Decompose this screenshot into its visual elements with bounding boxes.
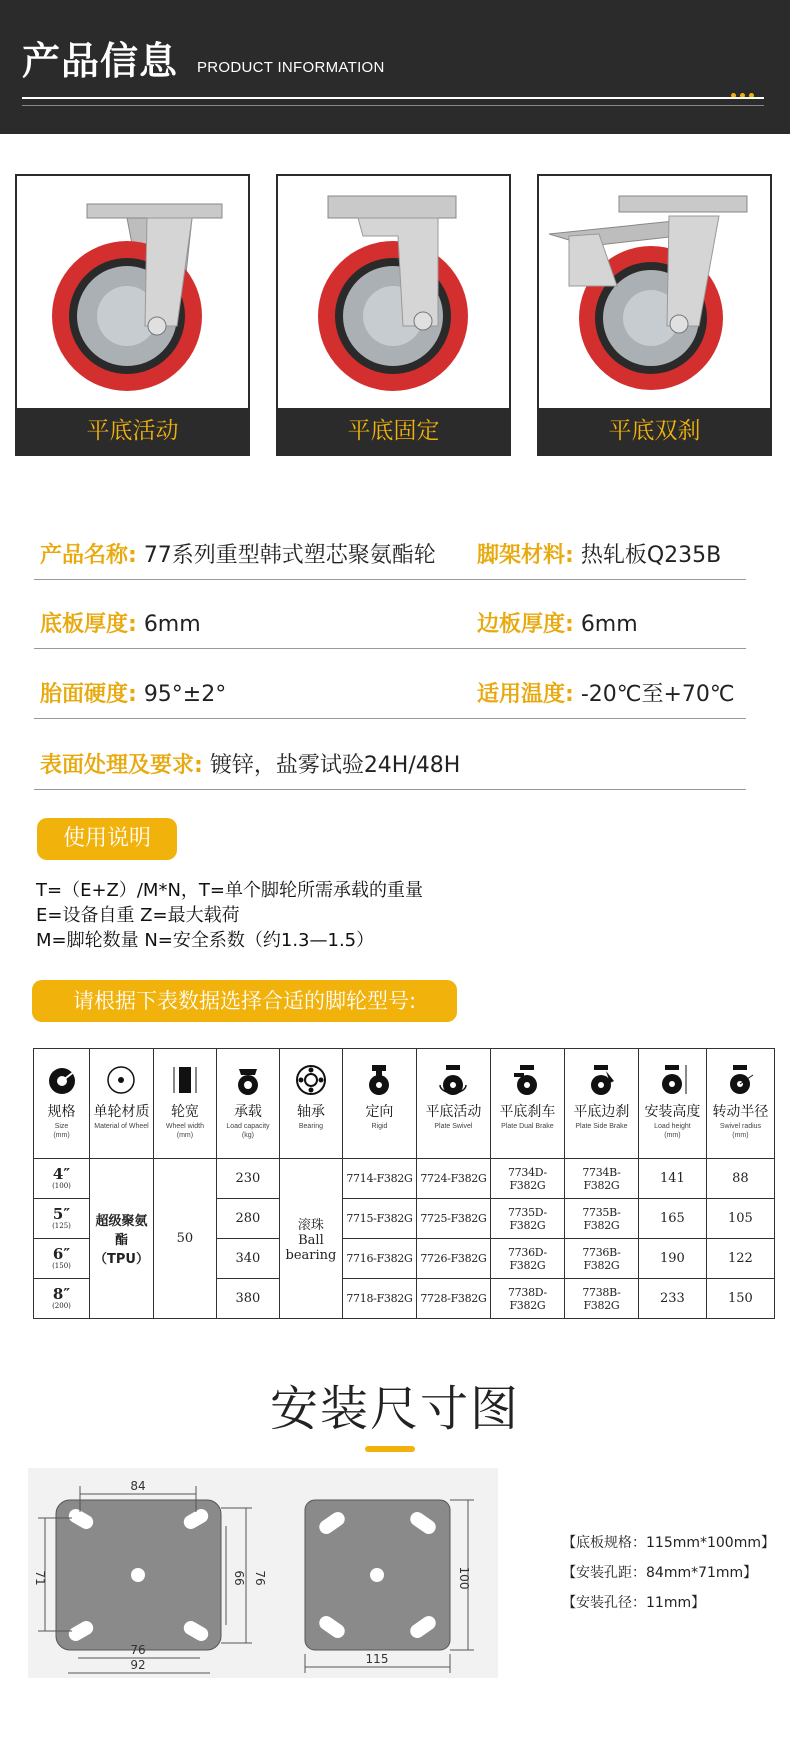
product-card-label: 平底双刹 — [539, 408, 770, 454]
swivel-icon — [417, 1063, 490, 1097]
usage-line: T=（E+Z）/M*N，T=单个脚轮所需承载的重量 — [36, 880, 423, 901]
spec-value: -20℃至+70℃ — [580, 682, 735, 707]
table-header-cell — [416, 1049, 490, 1159]
size-mm: (100) — [52, 1181, 71, 1190]
header-banner — [0, 0, 790, 134]
header-label: 轮宽 — [170, 1104, 199, 1120]
size-mm: (150) — [52, 1261, 71, 1270]
wheel-material-icon — [90, 1063, 153, 1097]
header-label-en: Size — [54, 1123, 69, 1130]
load-cell: 340 — [216, 1239, 279, 1279]
model-swivel: 7724-F382G — [416, 1159, 490, 1199]
table-header-cell — [90, 1049, 154, 1159]
header-label: 安装高度 — [644, 1104, 701, 1120]
dim-plate2-width: 115 — [365, 1652, 389, 1666]
wheel-width-icon — [154, 1063, 216, 1097]
model-dual-brake: 7736D-F382G — [490, 1239, 564, 1279]
radius-cell: 105 — [706, 1199, 774, 1239]
table-header-cell — [638, 1049, 706, 1159]
size-inch: 6″ — [52, 1244, 71, 1263]
spec-key: 产品名称: — [40, 543, 137, 568]
size-icon — [34, 1063, 89, 1097]
header-rule-thin — [22, 105, 764, 106]
dual-brake-icon — [491, 1063, 564, 1097]
load-icon — [217, 1063, 279, 1097]
header-label-en: Plate Dual Brake — [501, 1123, 554, 1130]
height-cell: 165 — [638, 1199, 706, 1239]
header-label: 单轮材质 — [93, 1104, 150, 1120]
table-header-cell — [153, 1049, 216, 1159]
dim-bottom-inner: 76 — [130, 1643, 146, 1657]
header-unit: (kg) — [241, 1132, 254, 1139]
header-unit: (mm) — [664, 1132, 681, 1139]
model-side-brake: 7736B-F382G — [564, 1239, 638, 1279]
radius-cell: 150 — [706, 1279, 774, 1319]
dim-top: 84 — [130, 1479, 146, 1493]
size-inch: 4″ — [52, 1164, 71, 1183]
dim-left: 71 — [33, 1570, 47, 1586]
bearing-label: 滚珠 — [297, 1218, 324, 1233]
header-label: 转动半径 — [712, 1104, 769, 1120]
table-header-cell — [216, 1049, 279, 1159]
table-header-cell — [342, 1049, 416, 1159]
model-side-brake: 7734B-F382G — [564, 1159, 638, 1199]
header-dots — [731, 83, 758, 102]
spec-value: 热轧板Q235B — [580, 543, 722, 568]
install-diagram — [28, 1468, 498, 1678]
dim-outer-right: 76 — [253, 1570, 267, 1586]
spec-value: 6mm — [143, 612, 201, 637]
table-row — [34, 1159, 775, 1199]
product-card-label: 平底活动 — [17, 408, 248, 454]
material-cell: 超级聚氨酯（TPU） — [90, 1159, 154, 1319]
spec-key: 脚架材料: — [477, 543, 574, 568]
header-unit: (mm) — [53, 1132, 70, 1139]
install-note: 【安装孔距：84mm*71mm】 — [562, 1565, 758, 1581]
spec-key: 表面处理及要求: — [40, 753, 203, 778]
height-icon — [639, 1063, 706, 1097]
header-label-en: Plate Swivel — [434, 1123, 473, 1130]
spec-row-surface — [34, 738, 746, 790]
header-label-en: Load height — [654, 1123, 691, 1130]
radius-cell: 122 — [706, 1239, 774, 1279]
rigid-icon — [343, 1063, 416, 1097]
dual-brake-caster-image — [539, 176, 770, 408]
model-rigid: 7715-F382G — [342, 1199, 416, 1239]
header-label: 平底边刹 — [573, 1104, 630, 1120]
select-model-banner: 请根据下表数据选择合适的脚轮型号: — [32, 980, 457, 1022]
header-subtitle: PRODUCT INFORMATION — [197, 59, 385, 76]
install-title: 安装尺寸图 — [269, 1381, 520, 1437]
header-label: 定向 — [365, 1104, 394, 1120]
header-label: 轴承 — [296, 1104, 325, 1120]
usage-line: M=脚轮数量 N=安全系数（约1.3—1.5） — [36, 930, 375, 951]
size-cell — [34, 1239, 90, 1279]
table-header-cell — [34, 1049, 90, 1159]
header-label-en: Bearing — [298, 1123, 323, 1130]
size-mm: (200) — [52, 1301, 71, 1310]
spec-key: 适用温度: — [477, 682, 574, 707]
dim-bottom-outer: 92 — [130, 1658, 146, 1672]
height-cell: 190 — [638, 1239, 706, 1279]
spec-key: 底板厚度: — [40, 612, 137, 637]
model-swivel: 7725-F382G — [416, 1199, 490, 1239]
swivel-caster-image — [17, 176, 248, 408]
header-label-en: Swivel radius — [719, 1123, 762, 1130]
bearing-label: Ball — [298, 1233, 324, 1248]
spec-value: 6mm — [580, 612, 638, 637]
model-side-brake: 7738B-F382G — [564, 1279, 638, 1319]
size-mm: (125) — [52, 1221, 71, 1230]
table-header-cell — [279, 1049, 342, 1159]
model-swivel: 7728-F382G — [416, 1279, 490, 1319]
product-card-label: 平底固定 — [278, 408, 509, 454]
install-note: 【底板规格：115mm*100mm】 — [562, 1535, 775, 1551]
header-label: 规格 — [47, 1104, 76, 1120]
load-cell: 230 — [216, 1159, 279, 1199]
load-cell: 280 — [216, 1199, 279, 1239]
model-rigid: 7714-F382G — [342, 1159, 416, 1199]
header-title: 产品信息 — [22, 39, 179, 83]
spec-value: 镀锌，盐雾试验24H/48H — [209, 753, 461, 778]
table-header-cell — [706, 1049, 774, 1159]
dim-inner-right: 66 — [232, 1570, 246, 1586]
spec-table — [33, 1048, 775, 1319]
model-rigid: 7716-F382G — [342, 1239, 416, 1279]
usage-line: E=设备自重 Z=最大载荷 — [36, 905, 240, 926]
header-label-en: Rigid — [371, 1123, 388, 1130]
size-cell — [34, 1159, 90, 1199]
spec-row-thickness — [34, 597, 746, 649]
install-title-bar — [365, 1446, 415, 1452]
width-cell: 50 — [153, 1159, 216, 1319]
table-header-cell — [564, 1049, 638, 1159]
size-inch: 8″ — [52, 1284, 71, 1303]
install-note: 【安装孔径：11mm】 — [562, 1595, 706, 1611]
install-notes — [562, 1528, 775, 1618]
spec-value: 95°±2° — [143, 682, 227, 707]
bearing-icon — [280, 1063, 342, 1097]
header-label-en: Plate Side Brake — [575, 1123, 628, 1130]
table-header-cell — [490, 1049, 564, 1159]
model-side-brake: 7735B-F382G — [564, 1199, 638, 1239]
spec-key: 胎面硬度: — [40, 682, 137, 707]
spec-row-name — [34, 528, 746, 580]
size-inch: 5″ — [52, 1204, 71, 1223]
model-dual-brake: 7734D-F382G — [490, 1159, 564, 1199]
dim-plate2-height: 100 — [457, 1566, 471, 1590]
model-dual-brake: 7735D-F382G — [490, 1199, 564, 1239]
size-cell — [34, 1199, 90, 1239]
header-label-en: Load capacity — [226, 1123, 270, 1130]
bearing-cell — [279, 1159, 342, 1319]
side-brake-icon — [565, 1063, 638, 1097]
product-card-dual-brake[interactable] — [537, 174, 772, 456]
height-cell: 141 — [638, 1159, 706, 1199]
header-rule — [22, 97, 764, 99]
usage-button[interactable]: 使用说明 — [37, 818, 177, 860]
radius-icon — [707, 1063, 774, 1097]
load-cell: 380 — [216, 1279, 279, 1319]
usage-formula — [36, 878, 423, 953]
model-swivel: 7726-F382G — [416, 1239, 490, 1279]
spec-value: 77系列重型韩式塑芯聚氨酯轮 — [143, 543, 436, 568]
radius-cell: 88 — [706, 1159, 774, 1199]
rigid-caster-image — [278, 176, 509, 408]
header-label: 平底活动 — [425, 1104, 482, 1120]
table-header-row — [34, 1049, 775, 1159]
bearing-label: bearing — [285, 1248, 337, 1263]
model-rigid: 7718-F382G — [342, 1279, 416, 1319]
spec-key: 边板厚度: — [477, 612, 574, 637]
product-card-rigid[interactable] — [276, 174, 511, 456]
header-label-en: Material of Wheel — [94, 1123, 149, 1130]
header-unit: (mm) — [732, 1132, 749, 1139]
header-label-en: Wheel width — [165, 1123, 204, 1130]
header-unit: (mm) — [176, 1132, 194, 1139]
product-card-swivel[interactable] — [15, 174, 250, 456]
size-cell — [34, 1279, 90, 1319]
header-label: 平底刹车 — [499, 1104, 556, 1120]
header-label: 承载 — [233, 1104, 262, 1120]
height-cell: 233 — [638, 1279, 706, 1319]
model-dual-brake: 7738D-F382G — [490, 1279, 564, 1319]
spec-row-hardness — [34, 667, 746, 719]
